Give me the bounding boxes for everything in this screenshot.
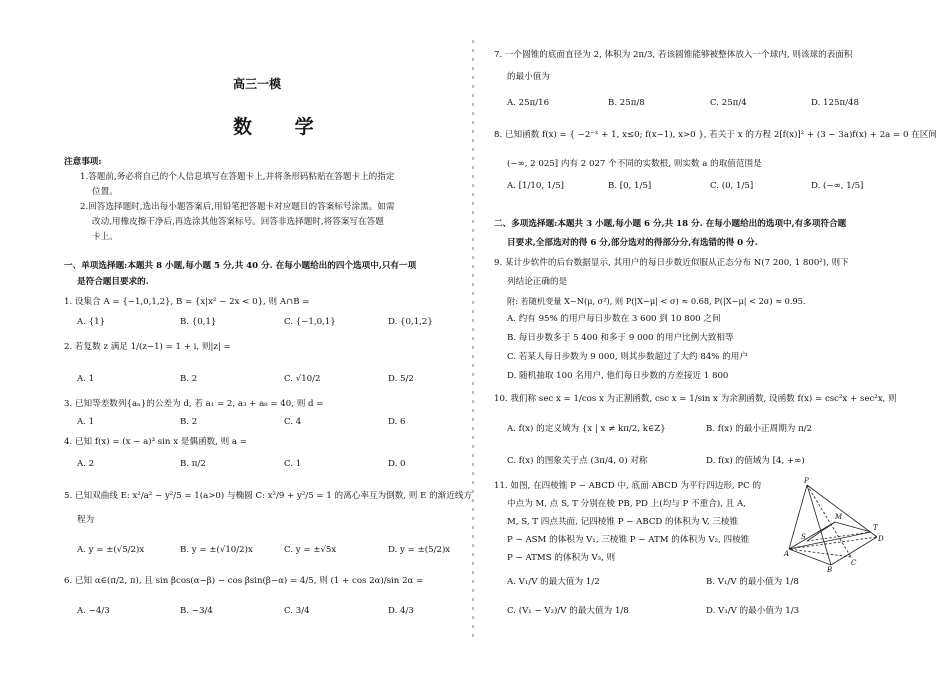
option-b: B. π/2 (180, 459, 206, 469)
option-b: B. {0,1} (180, 317, 217, 327)
question-stem-cont: (−∞, 2 025] 内有 2 027 个不同的实数根, 则实数 a 的取值范围是 (507, 159, 762, 169)
option-b: B. −3/4 (180, 606, 213, 616)
option-b: B. 2 (180, 417, 198, 427)
section1-heading: 一、单项选择题:本题共 8 小题,每小题 5 分,共 40 分. 在每小题给出的四个选项中,只有一项 (64, 261, 417, 271)
question-stem-cont: 的最小值为 (507, 72, 550, 82)
option-c: C. y = ±√5x (284, 545, 337, 555)
question-stem: 10. 我们称 sec x = 1/cos x 为正割函数, csc x = 1/sin x 为余割函数, 设函数 f(x) = csc²x + sec²x, 则 (494, 394, 897, 404)
option-a: A. [1/10, 1/5] (507, 181, 564, 191)
question-stem-cont: P − ATMS 的体积为 V₃, 则 (507, 553, 616, 563)
option-a: A. 2 (77, 459, 95, 469)
question-stem-cont: 程为 (77, 515, 95, 525)
notice-item-2-cont2: 卡上。 (92, 232, 118, 242)
option-d: D. 4/3 (388, 606, 414, 616)
question-stem: 9. 某计步软件的后台数据显示, 其用户的每日步数近似服从正态分布 N(7 200, 1 800²), 则下 (494, 258, 849, 268)
option-c: C. {−1,0,1} (284, 317, 336, 327)
option-a: A. −4/3 (77, 606, 110, 616)
option-c: C. (V₁ − V₂)/V 的最大值为 1/8 (507, 606, 629, 616)
option-a: A. y = ±(√5/2)x (77, 545, 145, 555)
question-stem: 1. 设集合 A = {−1,0,1,2}, B = {x|x² − 2x < 0}, 则 A∩B = (64, 297, 310, 307)
edge-pd (807, 485, 877, 537)
question-hint: 附: 若随机变量 X~N(μ, σ²), 则 P(|X−μ| < σ) ≈ 0.68, P(|X−μ| < 2σ) ≈ 0.95. (507, 296, 806, 306)
notice-item-2: 2.回答选择题时,选出每小题答案后,用铅笔把答题卡对应题目的答案标号涂黑。如需 (80, 202, 395, 212)
label-a: A (784, 550, 790, 558)
option-d: D. {0,1,2} (388, 317, 433, 327)
option-b: B. [0, 1/5] (608, 181, 652, 191)
edge-mt (835, 522, 871, 532)
option-a: A. 约有 95% 的用户每日步数在 3 600 到 10 800 之间 (507, 314, 721, 324)
notice-item-2-cont: 改动,用橡皮擦干净后,再选涂其他答案标号。回答非选择题时,将答案写在答题 (92, 217, 384, 227)
option-d: D. (−∞, 1/5] (811, 181, 864, 191)
option-d: D. 随机抽取 100 名用户, 他们每日步数的方差接近 1 800 (507, 371, 729, 381)
label-p: P (804, 477, 809, 485)
edge-st-hidden (807, 532, 871, 541)
option-c: C. (0, 1/5] (710, 181, 754, 191)
edge-am (789, 522, 835, 549)
option-d: D. y = ±(5/2)x (388, 545, 451, 555)
option-c: C. 25π/4 (710, 98, 747, 108)
question-stem: 8. 已知函数 f(x) = { −2⁻ˣ + 1, x≤0; f(x−1), x>0 }, 若关于 x 的方程 2[f(x)]² + (3 − 3a)f(x) + 2a = 0 在区间 (494, 130, 937, 140)
question-stem-cont: M, S, T 四点共面, 记四棱锥 P − ABCD 的体积为 V, 三棱锥 (507, 517, 739, 527)
pyramid-figure (785, 477, 885, 573)
option-c: C. 1 (284, 459, 302, 469)
subject-title: 数 学 (233, 116, 332, 138)
question-stem-cont: 中点为 M, 点 S, T 分别在棱 PB, PD 上(均与 P 不重合), 且 A, (507, 499, 746, 509)
option-d: D. 5/2 (388, 374, 414, 384)
section2-heading-cont: 目要求,全部选对的得 6 分,部分选对的得部分分,有选错的得 0 分. (507, 238, 758, 248)
notice-item-1-cont: 位置。 (92, 187, 118, 197)
question-stem-cont: P − ASM 的体积为 V₁, 三棱锥 P − ATM 的体积为 V₂, 四棱锥 (507, 535, 750, 545)
option-b: B. f(x) 的最小正周期为 π/2 (706, 424, 813, 434)
option-b: B. 2 (180, 374, 198, 384)
edge-ac-hidden (789, 549, 851, 557)
question-stem: 6. 已知 α∈(π/2, π), 且 sin βcos(α−β) − cos βsin(β−α) = 4/5, 则 (1 + cos 2α)/sin 2α = (64, 576, 424, 586)
section1-heading-cont: 是符合题目要求的. (77, 277, 149, 287)
option-b: B. V₁/V 的最小值为 1/8 (706, 577, 799, 587)
option-d: D. 0 (388, 459, 406, 469)
question-stem: 11. 如图, 在四棱锥 P − ABCD 中, 底面 ABCD 为平行四边形, PC 的 (494, 481, 762, 491)
label-d: D (878, 535, 884, 543)
label-c: C (851, 559, 857, 567)
label-t: T (873, 524, 878, 532)
option-d: D. f(x) 的值域为 [4, +∞) (706, 456, 805, 466)
question-stem: 3. 已知等差数列{aₙ}的公差为 d, 若 a₁ = 2, a₃ + a₈ = 40, 则 d = (64, 399, 324, 409)
question-stem: 2. 若复数 z 满足 1/(z−1) = 1 + i, 则|z| = (64, 342, 231, 352)
option-b: B. y = ±(√10/2)x (180, 545, 253, 555)
section2-heading: 二、多项选择题:本题共 3 小题,每小题 6 分,共 18 分. 在每小题给出的选项中,有多项符合题 (494, 219, 847, 229)
option-c: C. 3/4 (284, 606, 310, 616)
option-a: A. V₁/V 的最大值为 1/2 (507, 577, 600, 587)
option-c: C. 4 (284, 417, 302, 427)
question-stem-cont: 列结论正确的是 (507, 277, 568, 287)
exam-title: 高三一模 (233, 77, 282, 91)
option-a: A. 25π/16 (507, 98, 550, 108)
label-b: B (827, 566, 833, 574)
option-c: C. √10/2 (284, 374, 321, 384)
notice-item-1: 1.答题前,务必将自己的个人信息填写在答题卡上,并将条形码粘贴在答题卡上的指定 (80, 172, 395, 182)
option-a: A. f(x) 的定义域为 {x | x ≠ kπ/2, k∈Z} (507, 424, 666, 434)
option-a: A. 1 (77, 417, 95, 427)
option-b: B. 25π/8 (608, 98, 645, 108)
label-m: M (835, 513, 843, 521)
edge-sm (807, 522, 835, 541)
option-a: A. 1 (77, 374, 95, 384)
option-d: D. 125π/48 (811, 98, 859, 108)
option-c: C. f(x) 的图象关于点 (3π/4, 0) 对称 (507, 456, 648, 466)
question-stem: 4. 已知 f(x) = (x − a)³ sin x 是偶函数, 则 a = (64, 437, 247, 447)
question-stem: 7. 一个圆锥的底面直径为 2, 体积为 2π/3, 若该圆锥能够被整体放入一个球内, 则该球的表面积 (494, 50, 853, 60)
option-b: B. 每日步数多于 5 400 和多于 9 000 的用户比例大致相等 (507, 333, 734, 343)
edge-pc-hidden (807, 485, 851, 557)
label-s: S (801, 533, 806, 541)
option-d: D. 6 (388, 417, 406, 427)
question-stem: 5. 已知双曲线 E: x²/a² − y²/5 = 1(a>0) 与椭圆 C: x²/9 + y²/5 = 1 的离心率互为倒数, 则 E 的渐近线方 (64, 491, 473, 501)
notice-heading: 注意事项: (64, 157, 102, 167)
option-c: C. 若某人每日步数为 9 000, 则其步数超过了大约 84% 的用户 (507, 352, 748, 362)
option-d: D. V₃/V 的最小值为 1/3 (706, 606, 800, 616)
option-a: A. {1} (77, 317, 106, 327)
page-fold-divider (472, 40, 474, 640)
